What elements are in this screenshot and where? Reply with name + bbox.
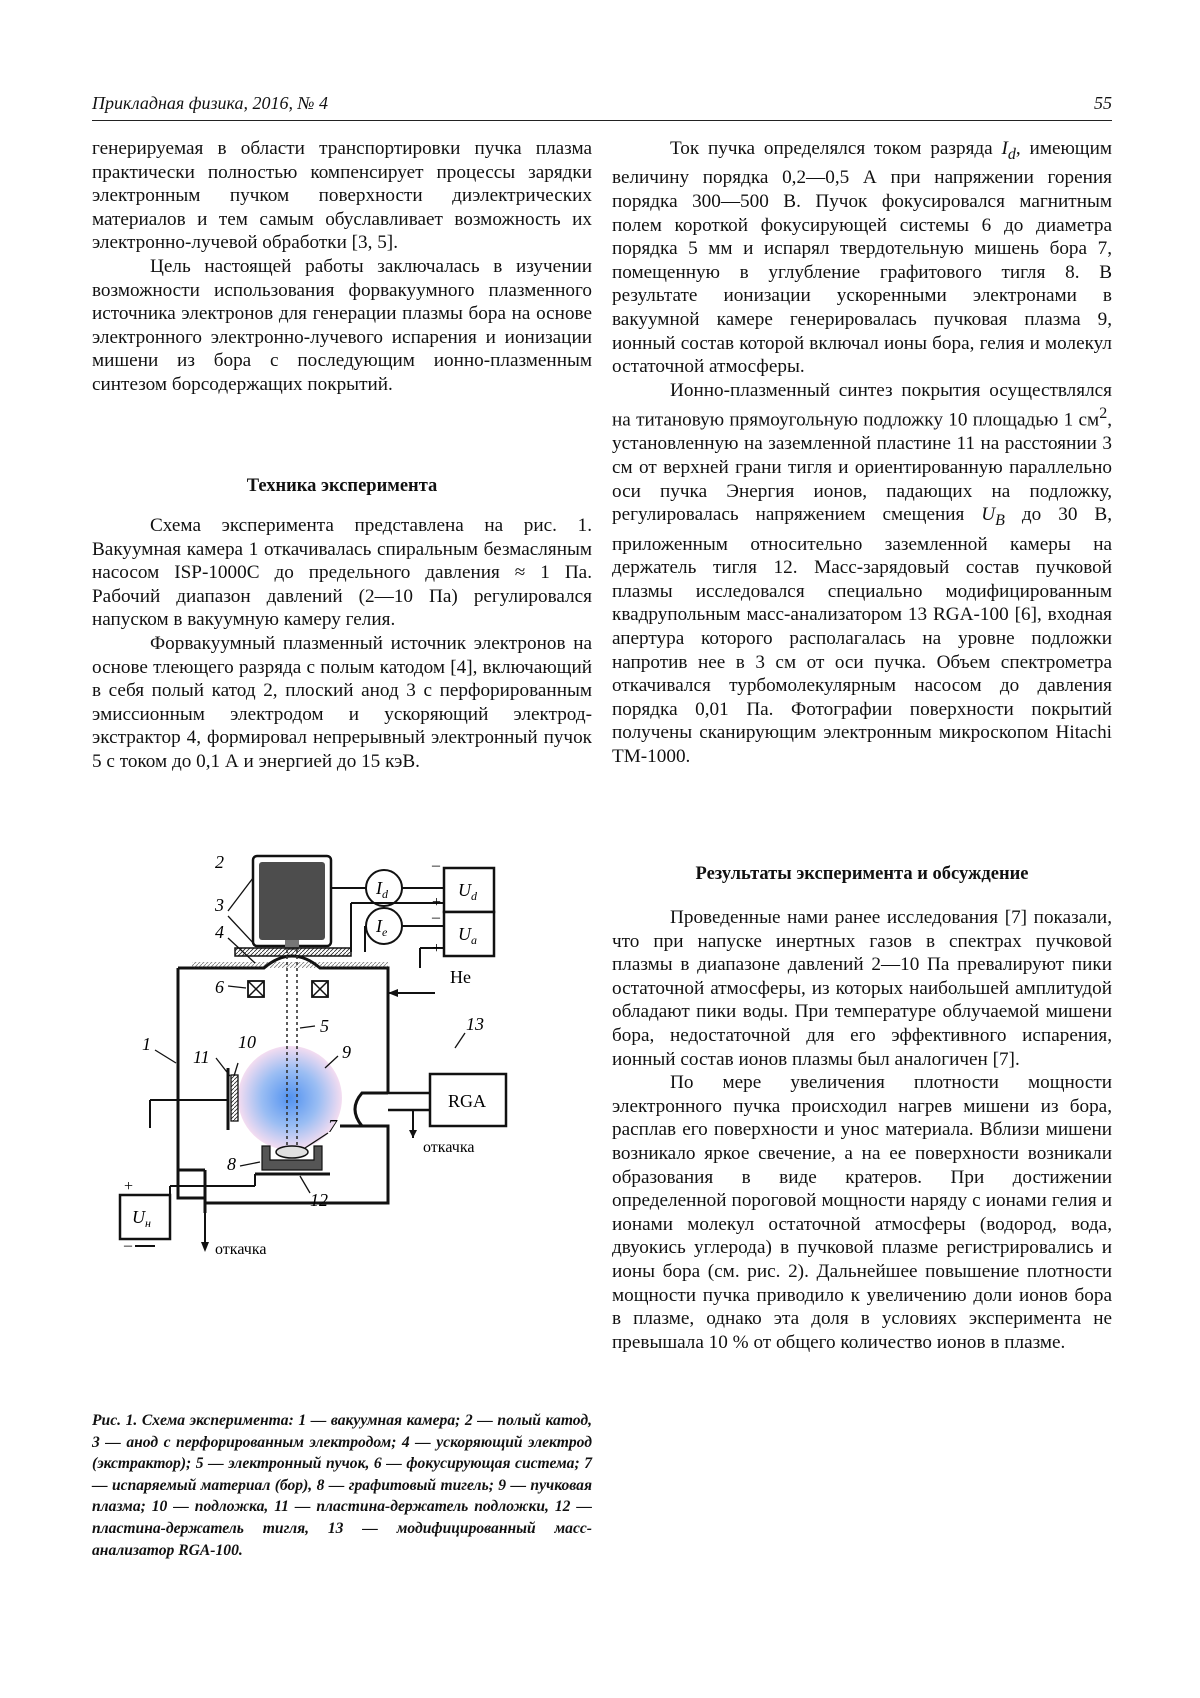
- label-8: 8: [227, 1154, 236, 1174]
- hollow-cathode: [259, 862, 325, 940]
- label-9: 9: [342, 1042, 351, 1062]
- subscript: d: [1007, 145, 1016, 163]
- id-sub: d: [382, 887, 388, 901]
- variable: I: [1001, 138, 1008, 159]
- caption-text: Рис. 1. Схема эксперимента: 1 — вакуумная камера; 2 — полый катод, 3 — анод с перфорированным электродом; 4 — ускоряющий электрод (экстрактор); 5 — электронный пучок, 6 — фокусирующая система; 7 — испаряемый материал (бор), 8 — графитовый тигель; 9 — пучковая плазма; 10 — подложка, 11 — пластина-держатель подложки, 12 — пластина-держатель тигля, 13 — модифицированный масс-анализатор RGA-100.: [92, 1412, 592, 1559]
- journal-title: Прикладная физика, 2016, № 4: [92, 93, 328, 113]
- sign-ua-minus: –: [432, 909, 440, 926]
- text-run: , имеющим величину порядка 0,2—0,5 А при напряжении горения порядка 300—500 В. Пучок фокусировался магнитным полем короткой фокусирующей системы 6 до диаметра порядка 5 мм и испарял твердотельную мишень бора 7, помещенную в углубление графитового тигля 8. В результате ионизации ускоренными электронами в вакуумной камере генерировалась пучковая плазма 9, ионный состав которой включал ионы бора, гелия и молекул остаточной атмосферы.: [612, 138, 1112, 378]
- paragraph: [612, 379, 1112, 769]
- label-rga: RGA: [448, 1091, 487, 1111]
- ua-sub: a: [471, 933, 477, 947]
- page-header: [92, 90, 1112, 121]
- substrate: [231, 1075, 238, 1121]
- experiment-scheme-figure: [124, 852, 570, 1388]
- label-pump-right: откачка: [423, 1139, 475, 1156]
- label-11: 11: [193, 1047, 210, 1067]
- paragraph: По мере увеличения плотности мощности электронного пучка происходил нагрев мишени из бора, расплав его поверхности и унос материала. Вблизи мишени возникало яркое свечение, а на ее поверхности возникали образования в виде кратеров. При достижении определенной пороговой мощности наряду с ионами гелия и ионами молекул остаточной атмосферы (водород, вода, двуокись углерода) в пучковой плазме регистрировались и ионы бора (см. рис. 2). Дальнейшее повышение плотности мощности пучка приводило к увеличению доли ионов бора в плазме, однако эта доля в условиях эксперимента не превышала 10 % от общего количество ионов в плазме.: [612, 1072, 1112, 1353]
- paragraph: Схема эксперимента представлена на рис. 1. Вакуумная камера 1 откачивалась спиральным безмасляным насосом ISP-1000C до предельного давления ≈ 1 Па. Рабочий диапазон давлений (2—10 Па) регулировался напуском в вакуумную камеру гелия.: [92, 515, 592, 631]
- section-heading: Результаты эксперимента и обсуждение: [695, 864, 1029, 884]
- sign-un-plus: +: [124, 1178, 134, 1195]
- paragraph: Форвакуумный плазменный источник электронов на основе тлеющего разряда с полым катодом [4], включающий в себя полый катод 2, плоский анод 3 с перфорированным эмиссионным электродом и ускоряющий электрод-экстрактор 4, формировал непрерывный электронный пучок 5 с током до 0,1 А и энергией до 15 кэВ.: [92, 632, 592, 772]
- label-6: 6: [215, 977, 224, 997]
- sign-ud-minus: –: [432, 857, 440, 874]
- un-symbol: U: [132, 1207, 145, 1227]
- sign-ua-plus: +: [432, 940, 442, 957]
- paragraph: [612, 137, 1112, 379]
- page-number: 55: [1094, 93, 1112, 113]
- right-column-top: [612, 137, 1112, 768]
- boron-target: [276, 1146, 308, 1158]
- paragraph: генерируемая в области транспортировки пучка плазма практически полностью компенсирует процессы зарядки электронным пучком поверхности диэлектрических материалов и тем самым обуславливает возможность их электронно-лучевой обработки [3, 5].: [92, 138, 592, 254]
- figure-caption: [92, 1410, 592, 1561]
- subscript: B: [995, 511, 1005, 529]
- id-symbol: I: [376, 878, 382, 898]
- ie-symbol: I: [376, 916, 382, 936]
- label-13: 13: [466, 1014, 484, 1034]
- rga-port: [355, 1093, 388, 1126]
- label-1: 1: [142, 1034, 151, 1054]
- section-heading: Техника эксперимента: [246, 476, 438, 496]
- left-column-section: [92, 474, 592, 774]
- ud-sub: d: [471, 889, 477, 903]
- text-run: Ток пучка определялся током разряда: [670, 138, 1002, 159]
- label-3: 3: [215, 895, 224, 915]
- label-10: 10: [238, 1032, 256, 1052]
- label-5: 5: [320, 1016, 329, 1036]
- label-he: He: [450, 967, 471, 987]
- label-12: 12: [310, 1190, 328, 1210]
- label-2: 2: [215, 852, 224, 872]
- right-column-section: [612, 862, 1112, 1354]
- variable: U: [981, 504, 996, 526]
- paragraph: Проведенные нами ранее исследования [7] показали, что при напуске инертных газов в спектрах пучковой плазмы в диапазоне давлений 2—10 Па превалируют пики остаточной атмосферы, из которых наибольшей амплитудой обладают пики воды. При температуре облучаемой мишени бора, недостаточной для его эффективного испарения, ионный состав ионов плазмы был аналогичен [7].: [612, 907, 1112, 1070]
- un-sub: н: [145, 1216, 151, 1230]
- ud-symbol: U: [458, 880, 471, 900]
- sign-ud-plus: +: [432, 894, 442, 911]
- left-column-top: [92, 137, 592, 397]
- paragraph: Цель настоящей работы заключалась в изучении возможности использования форвакуумного плазменного источника электронов для генерации плазмы бора на основе электронного электронно-лучевого испарения и ионизации мишени из бора с последующим ионно-плазменным синтезом борсодержащих покрытий.: [92, 255, 592, 395]
- superscript: 2: [1099, 405, 1108, 423]
- text-run: , установленную на заземленной пластине 11 на расстоянии 3 см от верхней грани тигля и ориентированную параллельно оси пучка Энергия ионов, падающих на подложку, регулировалась напряжением смещения: [612, 409, 1112, 526]
- label-4: 4: [215, 922, 224, 942]
- chamber-left-wall: [178, 968, 205, 1213]
- label-pump-bottom: откачка: [215, 1241, 267, 1258]
- ua-symbol: U: [458, 924, 471, 944]
- sign-un-minus: –: [124, 1237, 132, 1254]
- ie-sub: e: [382, 925, 388, 939]
- text-run: до 30 В, приложенным относительно заземленной камеры на держатель тигля 12. Масс-зарядовый состав пучковой плазмы исследовался специально модифицированным квадрупольным масс-анализатором 13 RGA-100 [6], входная апертура которого располагалась на уровне подложки напротив нее в 3 см от оси пучка. Объем спектрометра откачивался турбомолекулярным насосом до давления порядка 0,01 Па. Фотографии поверхности покрытий получены сканирующим электронным микроскопом Hitachi TM-1000.: [612, 504, 1112, 767]
- label-7: 7: [328, 1116, 337, 1136]
- text-run: Ионно-плазменный синтез покрытия осуществлялся на титановую прямоугольную подложку 10 площадью 1 см: [612, 379, 1112, 431]
